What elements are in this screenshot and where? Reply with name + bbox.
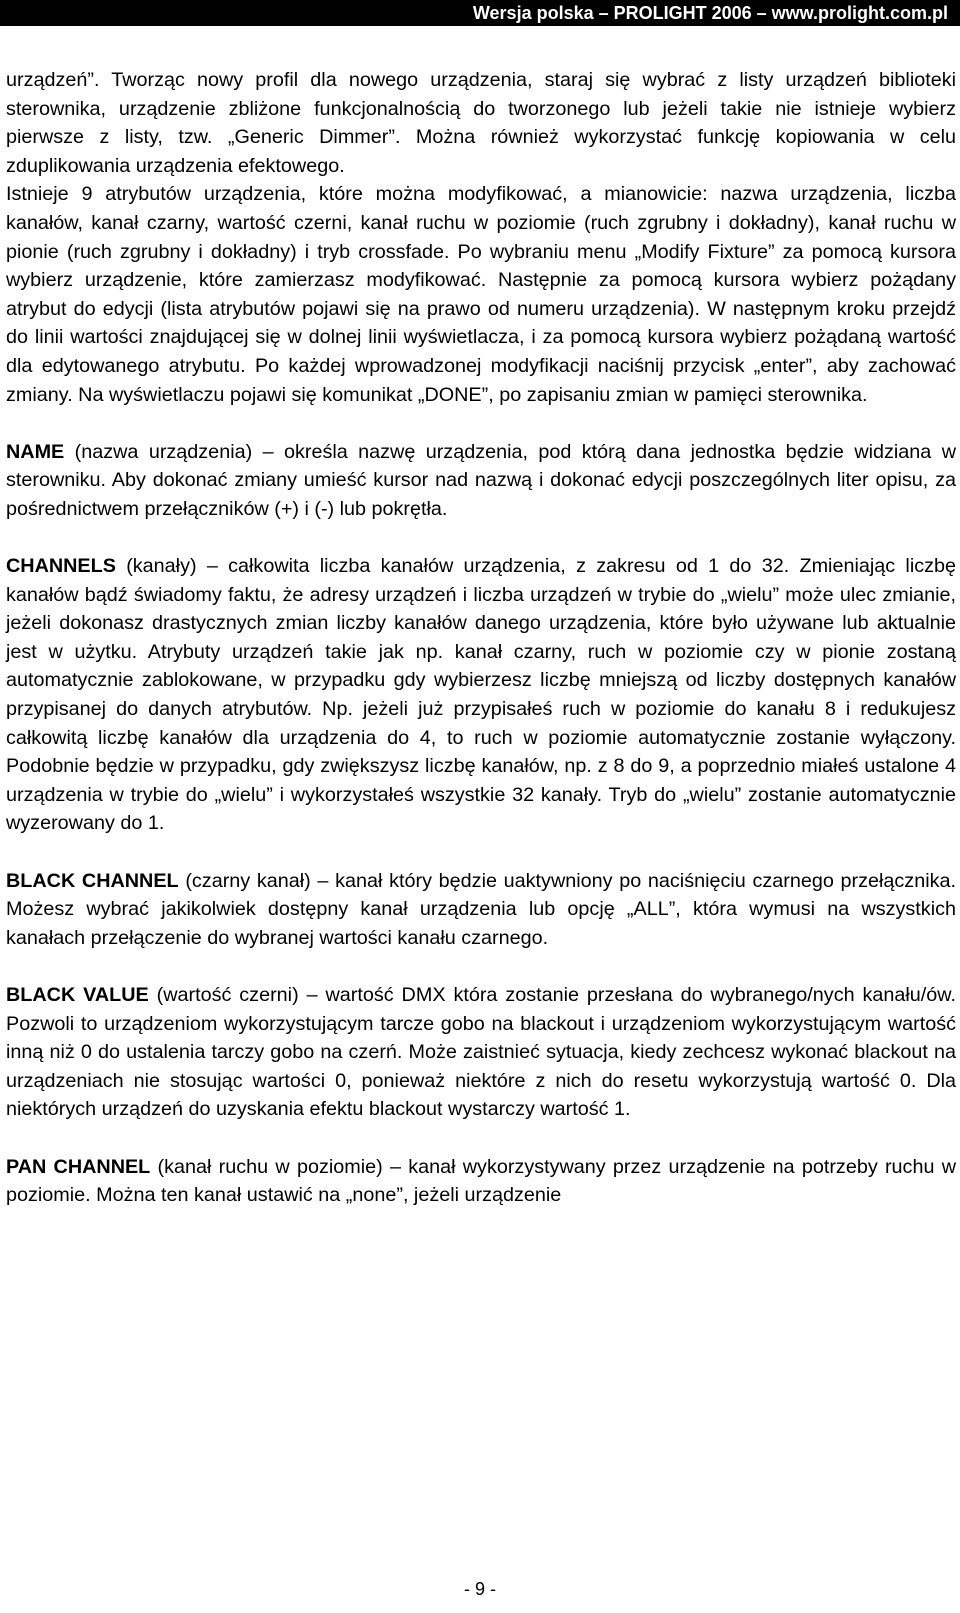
document-body xyxy=(6,66,956,1210)
channels-description: (kanały) – całkowita liczba kanałów urządzenia, z zakresu od 1 do 32. Zmieniając liczbę kanałów bądź świadomy faktu, że adresy urządzeń i liczba urządzeń w trybie do „wielu” może ulec zmianie, jeżeli dokonasz drastycznych zmian liczby kanałów danego urządzenia, które było używane lub aktualnie jest w użytku. Atrybuty urządzeń takie jak np. kanał czarny, ruch w poziomie czy w pionie zostaną automatycznie zablokowane, w przypadku gdy wybierzesz liczbę mniejszą od liczby dostępnych kanałów przypisanej do danych atrybutów. Np. jeżeli już przypisałeś ruch w poziomie do kanału 8 i redukujesz całkowitą liczbę kanałów dla urządzenia do 4, to ruch w poziomie automatycznie zostanie wyłączony. Podobnie będzie w przypadku, gdy zwiększysz liczbę kanałów, np. z 8 do 9, a poprzednio miałeś ustalone 4 urządzenia w trybie do „wielu” i wykorzystałeś wszystkie 32 kanały. Tryb do „wielu” zostanie automatycznie wyzerowany do 1. xyxy=(6,555,956,835)
black-channel-description: (czarny kanał) – kanał który będzie uaktywniony po naciśnięciu czarnego przełącznika. Możesz wybrać jakikolwiek dostępny kanał urządzenia lub opcję „ALL”, która wymusi na wszystkich kanałach przełączenie do wybranej wartości kanału czarnego. xyxy=(6,869,956,949)
paragraph-channels xyxy=(6,552,956,838)
paragraph-intro: urządzeń”. Tworząc nowy profil dla nowego urządzenia, staraj się wybrać z listy urządzeń biblioteki sterownika, urządzenie zbliżone funkcjonalnością do tworzonego lub jeżeli takie nie istnieje wybierz pierwsze z listy, tzw. „Generic Dimmer”. Można również wykorzystać funkcję kopiowania w celu zduplikowania urządzenia efektowego. xyxy=(6,69,956,177)
name-description: (nazwa urządzenia) – określa nazwę urządzenia, pod którą dana jednostka będzie widziana w sterowniku. Aby dokonać zmiany umieść kursor nad nazwą i dokonać edycji poszczególnych liter opisu, za pośrednictwem przełączników (+) i (-) lub pokrętła. xyxy=(6,440,956,520)
term-name: NAME xyxy=(6,440,65,463)
term-channels: CHANNELS xyxy=(6,555,116,578)
term-black-value: BLACK VALUE xyxy=(6,984,149,1006)
paragraph-black-channel xyxy=(6,867,956,953)
paragraph-pan-channel xyxy=(6,1153,956,1210)
page-number: - 9 - xyxy=(463,1579,496,1599)
term-black-channel: BLACK CHANNEL xyxy=(6,869,179,892)
paragraph-black-value xyxy=(6,981,956,1124)
term-pan-channel: PAN CHANNEL xyxy=(6,1155,151,1178)
black-value-description: (wartość czerni) – wartość DMX która zostanie przesłana do wybranego/nych kanału/ów. Pozwoli to urządzeniom wykorzystującym tarcze gobo na blackout i urządzeniom wykorzystującym wartość inną niż 0 do ustalenia tarczy gobo na czerń. Może zaistnieć sytuacja, kiedy zechcesz wykonać blackout na urządzeniach nie stosując wartości 0, ponieważ niektóre z nich do resetu wykorzystują wartość 0. Dla niektórych urządzeń do uzyskania efektu blackout wystarczy wartość 1. xyxy=(6,984,956,1121)
paragraph-name xyxy=(6,438,956,524)
page-header: Wersja polska – PROLIGHT 2006 – www.prolight.com.pl xyxy=(0,0,960,26)
pan-channel-description: (kanał ruchu w poziomie) – kanał wykorzystywany przez urządzenie na potrzeby ruchu w poziomie. Można ten kanał ustawić na „none”, jeżeli urządzenie xyxy=(6,1155,956,1207)
paragraph-attributes: Istnieje 9 atrybutów urządzenia, które można modyfikować, a mianowicie: nazwa urządzenia, liczba kanałów, kanał czarny, wartość czerni, kanał ruchu w poziomie (ruch zgrubny i dokładny), kanał ruchu w pionie (ruch zgrubny i dokładny) i tryb crossfade. Po wybraniu menu „Modify Fixture” za pomocą kursora wybierz urządzenie, które zamierzasz modyfikować. Następnie za pomocą kursora wybierz pożądany atrybut do edycji (lista atrybutów pojawi się na prawo od numeru urządzenia). W następnym kroku przejdź do linii wartości znajdującej się w dolnej linii wyświetlacza, i za pomocą kursora wybierz pożądaną wartość dla edytowanego atrybutu. Po każdej wprowadzonej modyfikacji naciśnij przycisk „enter”, aby zachować zmiany. Na wyświetlaczu pojawi się komunikat „DONE”, po zapisaniu zmian w pamięci sterownika. xyxy=(6,183,956,406)
